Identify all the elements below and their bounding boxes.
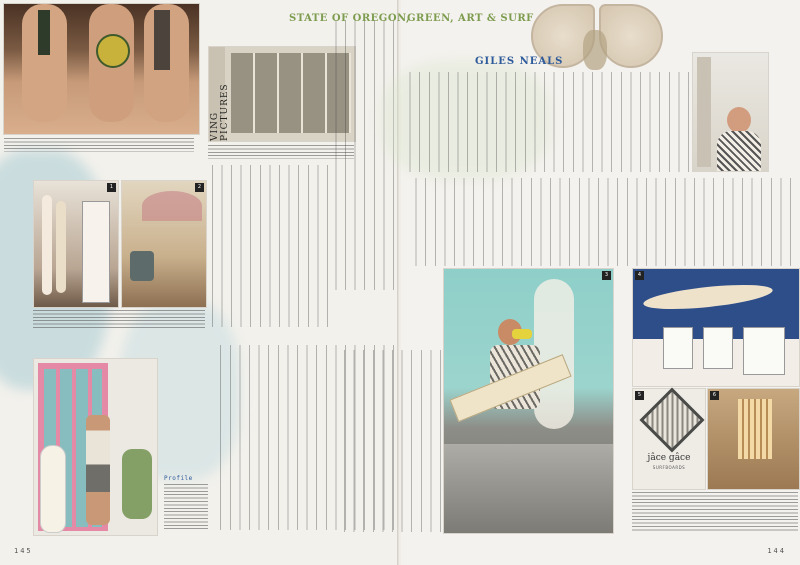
body-text-column xyxy=(341,350,441,532)
caption-tattoo xyxy=(4,138,194,152)
body-text-column xyxy=(409,178,791,266)
photo-number-badge: 4 xyxy=(635,271,644,280)
film-strip-label: VING PICTURES xyxy=(210,83,230,141)
photo-number-badge: 6 xyxy=(710,391,719,400)
caption-profile xyxy=(164,484,208,530)
left-page xyxy=(0,0,399,565)
body-text-column xyxy=(330,20,394,290)
profile-label: Profile xyxy=(164,475,193,482)
photo-jace-gace-logo xyxy=(632,388,706,490)
header-green-art-surf: GREEN, ART & SURF xyxy=(407,13,534,24)
photo-shaping-surfboard xyxy=(443,268,614,534)
photo-workshop-wall xyxy=(632,268,800,387)
body-text-column xyxy=(409,72,689,172)
photo-number-badge: 5 xyxy=(635,391,644,400)
photo-hanging-lamp xyxy=(707,388,800,490)
right-page xyxy=(289,0,800,565)
page-number-right: 144 xyxy=(767,547,786,555)
photo-number-badge: 2 xyxy=(195,183,204,192)
caption-interior xyxy=(33,310,205,330)
body-text-column xyxy=(212,165,328,327)
photo-number-badge: 3 xyxy=(602,271,611,280)
photo-living-room xyxy=(121,180,207,308)
photo-tattoo-forearms xyxy=(3,3,200,135)
subhead-giles-neals: GILES NEALS xyxy=(475,56,564,67)
caption-right-photos xyxy=(632,492,798,532)
page-number-left: 145 xyxy=(14,547,33,555)
logo-main-text: jâce gâce xyxy=(647,453,691,463)
header-state-of-oregon: STATE OF OREGON, xyxy=(289,13,411,24)
photo-portrait-with-surfboard xyxy=(33,358,158,536)
logo-sub-text: SURFBOARDS xyxy=(652,465,686,470)
photo-number-badge: 1 xyxy=(107,183,116,192)
photo-surfboards-doorway xyxy=(33,180,119,308)
photo-giles-portrait xyxy=(692,52,769,172)
